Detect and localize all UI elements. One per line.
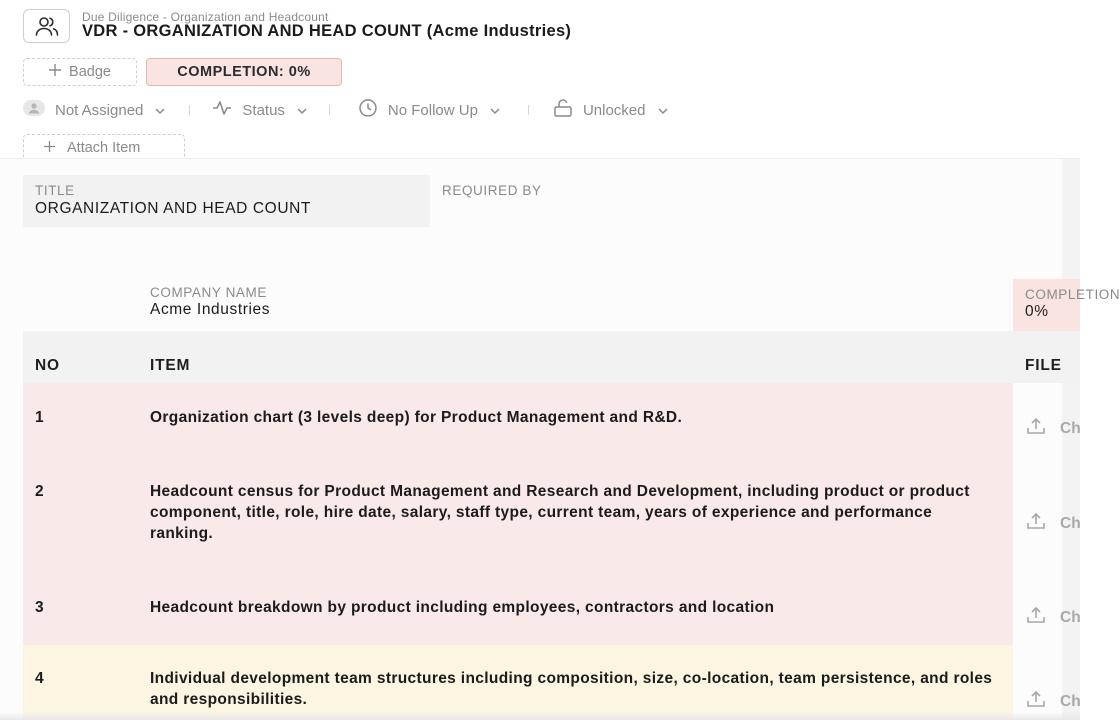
upload-label: Ch	[1060, 419, 1081, 437]
completion-badge: COMPLETION: 0%	[146, 58, 342, 86]
chevron-down-icon	[295, 102, 309, 119]
table-header	[23, 331, 1080, 383]
required-by-label: REQUIRED BY	[442, 183, 542, 198]
table-row[interactable]	[23, 645, 1013, 720]
title-field[interactable]	[23, 175, 430, 227]
separator	[189, 105, 190, 115]
upload-file-button[interactable]	[1026, 417, 1081, 440]
status-dropdown[interactable]	[212, 100, 309, 120]
plus-icon	[44, 140, 55, 156]
row-number: 4	[35, 670, 44, 687]
row-item-text: Individual development team structures including composition, size, co-location, team persistence, and roles and responsibilities.	[150, 670, 993, 708]
scroll-shadow	[0, 712, 1080, 720]
upload-file-button[interactable]	[1026, 512, 1081, 535]
chevron-down-icon	[656, 102, 670, 119]
table-row[interactable]	[23, 573, 1013, 645]
upload-file-button[interactable]	[1026, 606, 1081, 629]
upload-label: Ch	[1060, 692, 1081, 710]
assignee-dropdown[interactable]	[23, 100, 167, 120]
row-item-text: Headcount census for Product Management and Research and Development, including product or product component, title, role, hire date, salary, staff type, current team, years of experience and performance ranking.	[150, 483, 970, 542]
status-label: Status	[242, 101, 285, 119]
company-name-label: COMPANY NAME	[150, 285, 267, 300]
table-row[interactable]	[23, 383, 1013, 457]
follow-up-dropdown[interactable]	[358, 99, 502, 121]
attach-item-label: Attach Item	[67, 139, 141, 156]
avatar-icon	[23, 100, 45, 120]
clock-icon	[358, 99, 378, 121]
column-header-item: ITEM	[150, 357, 191, 374]
completion-cell	[1013, 279, 1120, 331]
separator	[329, 105, 330, 115]
assignee-label: Not Assigned	[55, 101, 144, 119]
row-item-text: Headcount breakdown by product including employees, contractors and location	[150, 599, 775, 616]
completion-label: COMPLETION	[1025, 287, 1120, 302]
row-item-text: Organization chart (3 levels deep) for Product Management and R&D.	[150, 409, 683, 426]
completion-value: 0%	[1025, 303, 1049, 320]
upload-label: Ch	[1060, 514, 1081, 532]
lock-label: Unlocked	[582, 101, 646, 119]
required-by-field[interactable]	[430, 175, 554, 206]
upload-file-button[interactable]	[1026, 690, 1081, 713]
follow-up-label: No Follow Up	[387, 101, 478, 119]
page-title: VDR - ORGANIZATION AND HEAD COUNT (Acme Industries)	[82, 22, 572, 40]
company-name-value: Acme Industries	[150, 301, 271, 318]
row-number: 1	[35, 409, 44, 426]
chevron-down-icon	[153, 102, 167, 119]
attach-item-button[interactable]	[23, 134, 185, 160]
row-number: 2	[35, 483, 44, 500]
add-badge-button[interactable]	[23, 58, 137, 86]
upload-icon	[1026, 417, 1046, 440]
unlock-icon	[553, 99, 573, 121]
upload-icon	[1026, 512, 1046, 535]
upload-label: Ch	[1060, 608, 1081, 626]
lock-dropdown[interactable]	[553, 99, 670, 121]
column-header-file: FILE	[1025, 357, 1062, 374]
column-header-no: NO	[35, 357, 60, 374]
title-label: TITLE	[35, 183, 75, 198]
company-name-field	[150, 285, 270, 319]
activity-icon	[212, 100, 232, 120]
users-icon	[23, 9, 70, 43]
upload-icon	[1026, 690, 1046, 713]
table-row[interactable]	[23, 457, 1013, 573]
separator	[528, 105, 529, 115]
title-value: ORGANIZATION AND HEAD COUNT	[35, 200, 311, 217]
badge-label: Badge	[69, 64, 111, 80]
breadcrumb: Due Diligence - Organization and Headcount	[82, 10, 329, 24]
upload-icon	[1026, 606, 1046, 629]
row-number: 3	[35, 599, 44, 616]
meta-toolbar	[23, 98, 670, 122]
chevron-down-icon	[488, 102, 502, 119]
plus-icon	[49, 64, 61, 80]
